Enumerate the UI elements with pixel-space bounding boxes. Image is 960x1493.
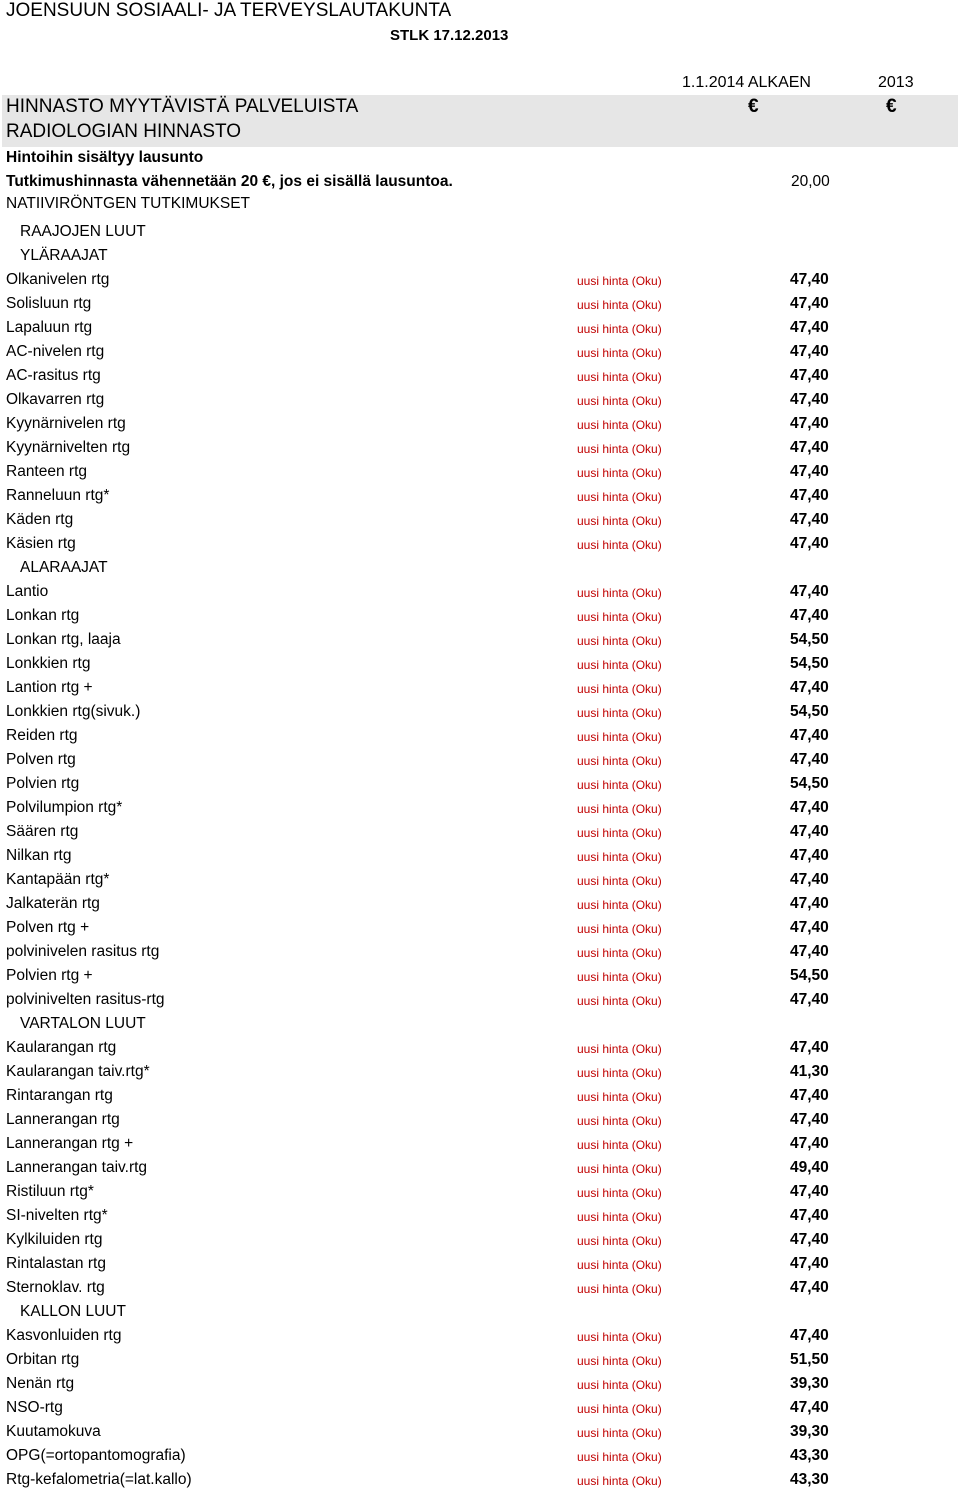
- subsection-heading: [0, 1012, 960, 1036]
- new-price-note: uusi hinta (Oku): [577, 442, 662, 456]
- subsection-label: VARTALON LUUT: [20, 1015, 146, 1032]
- new-price-note: uusi hinta (Oku): [577, 754, 662, 768]
- exam-name: Käden rtg: [6, 511, 74, 528]
- exam-name: Kasvonluiden rtg: [6, 1327, 122, 1344]
- price-row: [0, 700, 960, 724]
- new-price-note: uusi hinta (Oku): [577, 1138, 662, 1152]
- exam-name: Nilkan rtg: [6, 847, 72, 864]
- price-value: 51,50: [790, 1351, 829, 1368]
- new-price-note: uusi hinta (Oku): [577, 1378, 662, 1392]
- subsection-heading: [0, 220, 960, 244]
- new-price-note: uusi hinta (Oku): [577, 1330, 662, 1344]
- new-price-note: uusi hinta (Oku): [577, 1282, 662, 1296]
- price-list-title: HINNASTO MYYTÄVISTÄ PALVELUISTA: [6, 96, 359, 117]
- price-value: 47,40: [790, 823, 829, 840]
- price-row: [0, 1156, 960, 1180]
- exam-name: Ranneluun rtg*: [6, 487, 110, 504]
- new-price-note: uusi hinta (Oku): [577, 1258, 662, 1272]
- price-value: 47,40: [790, 607, 829, 624]
- org-title: JOENSUUN SOSIAALI- JA TERVEYSLAUTAKUNTA: [6, 0, 452, 21]
- price-value: 47,40: [790, 535, 829, 552]
- exam-name: polvinivelten rasitus-rtg: [6, 991, 165, 1008]
- price-row: [0, 916, 960, 940]
- exam-name: Olkavarren rtg: [6, 391, 105, 408]
- price-row: [0, 316, 960, 340]
- new-price-note: uusi hinta (Oku): [577, 970, 662, 984]
- exam-name: Rintarangan rtg: [6, 1087, 113, 1104]
- price-row: [0, 1444, 960, 1468]
- new-price-note: uusi hinta (Oku): [577, 682, 662, 696]
- price-row: [0, 940, 960, 964]
- new-price-note: uusi hinta (Oku): [577, 346, 662, 360]
- exam-name: Olkanivelen rtg: [6, 271, 110, 288]
- price-row: [0, 604, 960, 628]
- price-row: [0, 484, 960, 508]
- price-row: [0, 1324, 960, 1348]
- note-deduction: Tutkimushinnasta vähennetään 20 €, jos ei sisällä lausuntoa.: [6, 173, 453, 190]
- note-deduction-value: 20,00: [791, 173, 830, 190]
- exam-name: Polvien rtg +: [6, 967, 93, 984]
- subsection-label: KALLON LUUT: [20, 1303, 126, 1320]
- exam-name: Kuutamokuva: [6, 1423, 101, 1440]
- subsection-label: RAAJOJEN LUUT: [20, 223, 146, 240]
- exam-name: Nenän rtg: [6, 1375, 75, 1392]
- price-value: 54,50: [790, 703, 829, 720]
- exam-name: Kyynärnivelten rtg: [6, 439, 131, 456]
- price-value: 47,40: [790, 439, 829, 456]
- price-row: [0, 508, 960, 532]
- meeting-reference: STLK 17.12.2013: [390, 27, 509, 44]
- new-price-note: uusi hinta (Oku): [577, 466, 662, 480]
- new-price-note: uusi hinta (Oku): [577, 1042, 662, 1056]
- price-value: 47,40: [790, 1207, 829, 1224]
- new-price-note: uusi hinta (Oku): [577, 658, 662, 672]
- new-price-note: uusi hinta (Oku): [577, 1066, 662, 1080]
- price-row: [0, 1276, 960, 1300]
- exam-name: Lapaluun rtg: [6, 319, 93, 336]
- exam-name: Polvien rtg: [6, 775, 80, 792]
- exam-name: Lonkkien rtg: [6, 655, 91, 672]
- exam-name: SI-nivelten rtg*: [6, 1207, 108, 1224]
- price-value: 47,40: [790, 319, 829, 336]
- price-row: [0, 1420, 960, 1444]
- exam-name: Kantapään rtg*: [6, 871, 110, 888]
- price-value: 47,40: [790, 1327, 829, 1344]
- price-list-subtitle: RADIOLOGIAN HINNASTO: [6, 121, 242, 142]
- price-value: 47,40: [790, 583, 829, 600]
- new-price-note: uusi hinta (Oku): [577, 586, 662, 600]
- price-value: 43,30: [790, 1471, 829, 1488]
- exam-name: Polven rtg: [6, 751, 76, 768]
- price-value: 47,40: [790, 1183, 829, 1200]
- new-price-note: uusi hinta (Oku): [577, 322, 662, 336]
- price-value: 39,30: [790, 1375, 829, 1392]
- subsection-heading: [0, 556, 960, 580]
- price-row: [0, 1228, 960, 1252]
- price-value: 54,50: [790, 775, 829, 792]
- exam-name: Lantio: [6, 583, 49, 600]
- price-value: 47,40: [790, 367, 829, 384]
- price-table: [0, 220, 960, 1492]
- price-row: [0, 1084, 960, 1108]
- exam-name: Kylkiluiden rtg: [6, 1231, 103, 1248]
- price-row: [0, 1060, 960, 1084]
- price-value: 47,40: [790, 751, 829, 768]
- note-included: Hintoihin sisältyy lausunto: [6, 149, 204, 166]
- price-value: 47,40: [790, 727, 829, 744]
- price-value: 54,50: [790, 631, 829, 648]
- price-value: 47,40: [790, 415, 829, 432]
- new-price-note: uusi hinta (Oku): [577, 1114, 662, 1128]
- price-value: 47,40: [790, 1279, 829, 1296]
- price-value: 47,40: [790, 991, 829, 1008]
- exam-name: Lantion rtg +: [6, 679, 93, 696]
- new-price-note: uusi hinta (Oku): [577, 370, 662, 384]
- new-price-note: uusi hinta (Oku): [577, 874, 662, 888]
- price-row: [0, 1180, 960, 1204]
- price-row: [0, 268, 960, 292]
- price-row: [0, 1252, 960, 1276]
- currency-old-label: €: [886, 96, 897, 117]
- price-value: 47,40: [790, 1039, 829, 1056]
- price-value: 47,40: [790, 511, 829, 528]
- new-price-note: uusi hinta (Oku): [577, 418, 662, 432]
- price-row: [0, 748, 960, 772]
- price-value: 47,40: [790, 679, 829, 696]
- exam-name: polvinivelen rasitus rtg: [6, 943, 160, 960]
- price-value: 47,40: [790, 1399, 829, 1416]
- price-row: [0, 652, 960, 676]
- price-value: 43,30: [790, 1447, 829, 1464]
- price-value: 47,40: [790, 895, 829, 912]
- price-row: [0, 1372, 960, 1396]
- price-row: [0, 820, 960, 844]
- price-row: [0, 724, 960, 748]
- new-price-note: uusi hinta (Oku): [577, 730, 662, 744]
- price-row: [0, 292, 960, 316]
- currency-new-label: €: [748, 96, 759, 117]
- price-row: [0, 676, 960, 700]
- new-price-note: uusi hinta (Oku): [577, 778, 662, 792]
- exam-name: Rtg-kefalometria(=lat.kallo): [6, 1471, 192, 1488]
- new-price-note: uusi hinta (Oku): [577, 610, 662, 624]
- subsection-label: ALARAAJAT: [20, 559, 108, 576]
- subsection-heading: [0, 244, 960, 268]
- price-row: [0, 772, 960, 796]
- price-row: [0, 988, 960, 1012]
- price-row: [0, 412, 960, 436]
- price-value: 47,40: [790, 799, 829, 816]
- exam-name: Reiden rtg: [6, 727, 78, 744]
- new-price-note: uusi hinta (Oku): [577, 946, 662, 960]
- exam-name: Lonkkien rtg(sivuk.): [6, 703, 141, 720]
- exam-name: Lannerangan rtg +: [6, 1135, 134, 1152]
- exam-name: Käsien rtg: [6, 535, 76, 552]
- price-row: [0, 796, 960, 820]
- price-row: [0, 1132, 960, 1156]
- exam-name: Kyynärnivelen rtg: [6, 415, 126, 432]
- new-price-note: uusi hinta (Oku): [577, 298, 662, 312]
- subsection-heading: [0, 1300, 960, 1324]
- exam-name: Orbitan rtg: [6, 1351, 80, 1368]
- new-price-note: uusi hinta (Oku): [577, 994, 662, 1008]
- price-value: 47,40: [790, 487, 829, 504]
- new-price-note: uusi hinta (Oku): [577, 898, 662, 912]
- new-price-note: uusi hinta (Oku): [577, 850, 662, 864]
- exam-name: Ranteen rtg: [6, 463, 87, 480]
- new-price-note: uusi hinta (Oku): [577, 274, 662, 288]
- exam-name: Rintalastan rtg: [6, 1255, 106, 1272]
- new-price-note: uusi hinta (Oku): [577, 1402, 662, 1416]
- new-price-note: uusi hinta (Oku): [577, 490, 662, 504]
- price-row: [0, 868, 960, 892]
- new-price-note: uusi hinta (Oku): [577, 802, 662, 816]
- exam-name: AC-nivelen rtg: [6, 343, 105, 360]
- price-value: 47,40: [790, 847, 829, 864]
- price-value: 54,50: [790, 655, 829, 672]
- subsection-label: YLÄRAAJAT: [20, 247, 108, 264]
- exam-name: Sternoklav. rtg: [6, 1279, 105, 1296]
- price-row: [0, 1204, 960, 1228]
- price-value: 47,40: [790, 391, 829, 408]
- price-row: [0, 1468, 960, 1492]
- new-price-note: uusi hinta (Oku): [577, 538, 662, 552]
- price-value: 54,50: [790, 967, 829, 984]
- price-row: [0, 1396, 960, 1420]
- exam-name: Kaularangan taiv.rtg*: [6, 1063, 150, 1080]
- price-value: 47,40: [790, 871, 829, 888]
- exam-name: Polven rtg +: [6, 919, 90, 936]
- exam-name: Kaularangan rtg: [6, 1039, 117, 1056]
- column-header-new-prices: 1.1.2014 ALKAEN: [682, 74, 811, 91]
- new-price-note: uusi hinta (Oku): [577, 706, 662, 720]
- section-heading: NATIIVIRÖNTGEN TUTKIMUKSET: [6, 195, 250, 212]
- price-row: [0, 1108, 960, 1132]
- price-row: [0, 460, 960, 484]
- price-value: 47,40: [790, 295, 829, 312]
- price-row: [0, 628, 960, 652]
- new-price-note: uusi hinta (Oku): [577, 826, 662, 840]
- exam-name: OPG(=ortopantomografia): [6, 1447, 186, 1464]
- price-value: 49,40: [790, 1159, 829, 1176]
- new-price-note: uusi hinta (Oku): [577, 1426, 662, 1440]
- new-price-note: uusi hinta (Oku): [577, 1186, 662, 1200]
- price-value: 47,40: [790, 1087, 829, 1104]
- exam-name: AC-rasitus rtg: [6, 367, 101, 384]
- price-value: 47,40: [790, 271, 829, 288]
- price-row: [0, 436, 960, 460]
- exam-name: Jalkaterän rtg: [6, 895, 100, 912]
- price-row: [0, 580, 960, 604]
- new-price-note: uusi hinta (Oku): [577, 1234, 662, 1248]
- exam-name: NSO-rtg: [6, 1399, 63, 1416]
- price-row: [0, 532, 960, 556]
- price-value: 47,40: [790, 943, 829, 960]
- exam-name: Solisluun rtg: [6, 295, 92, 312]
- new-price-note: uusi hinta (Oku): [577, 922, 662, 936]
- price-value: 47,40: [790, 1111, 829, 1128]
- price-value: 47,40: [790, 1231, 829, 1248]
- new-price-note: uusi hinta (Oku): [577, 1354, 662, 1368]
- new-price-note: uusi hinta (Oku): [577, 1450, 662, 1464]
- exam-name: Lannerangan rtg: [6, 1111, 120, 1128]
- exam-name: Ristiluun rtg*: [6, 1183, 94, 1200]
- exam-name: Säären rtg: [6, 823, 79, 840]
- price-row: [0, 364, 960, 388]
- exam-name: Polvilumpion rtg*: [6, 799, 123, 816]
- new-price-note: uusi hinta (Oku): [577, 1210, 662, 1224]
- exam-name: Lonkan rtg: [6, 607, 80, 624]
- price-value: 39,30: [790, 1423, 829, 1440]
- price-value: 47,40: [790, 1135, 829, 1152]
- exam-name: Lannerangan taiv.rtg: [6, 1159, 148, 1176]
- new-price-note: uusi hinta (Oku): [577, 1090, 662, 1104]
- price-value: 47,40: [790, 1255, 829, 1272]
- new-price-note: uusi hinta (Oku): [577, 634, 662, 648]
- price-row: [0, 892, 960, 916]
- price-row: [0, 1036, 960, 1060]
- price-row: [0, 964, 960, 988]
- new-price-note: uusi hinta (Oku): [577, 394, 662, 408]
- price-value: 47,40: [790, 463, 829, 480]
- column-header-old-prices: 2013: [878, 74, 914, 91]
- price-value: 47,40: [790, 343, 829, 360]
- exam-name: Lonkan rtg, laaja: [6, 631, 121, 648]
- price-value: 41,30: [790, 1063, 829, 1080]
- price-row: [0, 388, 960, 412]
- new-price-note: uusi hinta (Oku): [577, 1474, 662, 1488]
- price-value: 47,40: [790, 919, 829, 936]
- price-row: [0, 844, 960, 868]
- price-row: [0, 340, 960, 364]
- new-price-note: uusi hinta (Oku): [577, 514, 662, 528]
- price-row: [0, 1348, 960, 1372]
- new-price-note: uusi hinta (Oku): [577, 1162, 662, 1176]
